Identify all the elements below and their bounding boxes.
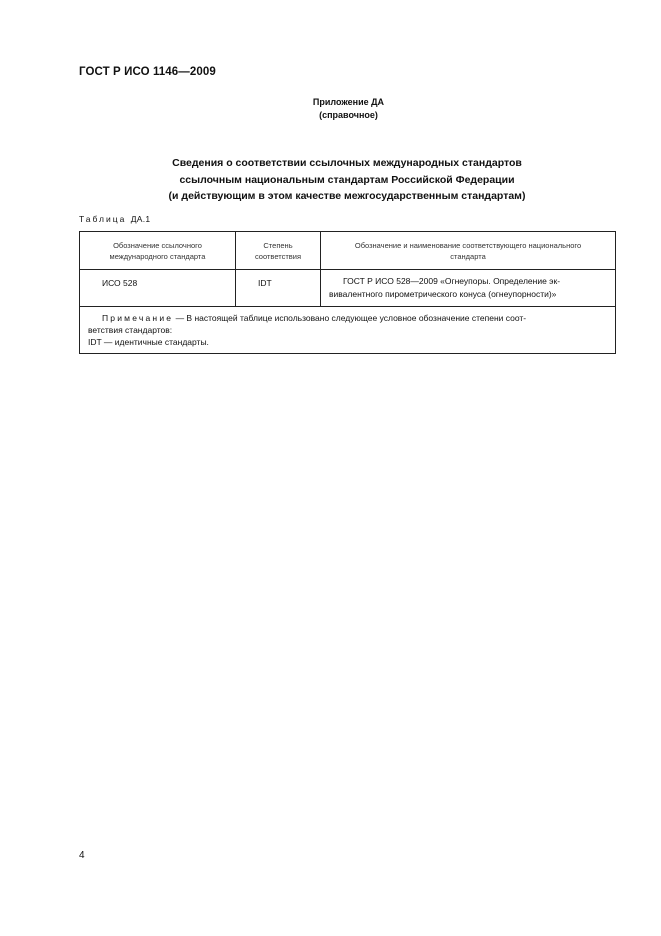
page-number: 4 <box>79 850 85 861</box>
note-label: Примечание <box>102 313 174 323</box>
table-note <box>80 307 616 354</box>
heading-line: (и действующим в этом качестве межгосударственным стандартам) <box>168 190 526 202</box>
document-code: ГОСТ Р ИСО 1146—2009 <box>79 66 216 78</box>
table-caption-word: Таблица <box>79 214 127 224</box>
heading-line: Сведения о соответствии ссылочных международных стандартов <box>172 157 522 169</box>
column-header-intl-standard: Обозначение ссылочного международного стандарта <box>80 232 236 270</box>
table-note-row <box>80 307 616 354</box>
column-header-national-standard: Обозначение и наименование соответствующего национального стандарта <box>321 232 616 270</box>
cell-national-standard: ГОСТ Р ИСО 528—2009 «Огнеупоры. Определение эк- вивалентного пирометрического конуса (огнеупорности)» <box>321 270 616 307</box>
note-text-continued: ветствия стандартов: <box>88 325 173 335</box>
table-caption <box>79 214 150 224</box>
heading-line: ссылочным национальным стандартам Российской Федерации <box>179 173 515 186</box>
table-header-row <box>80 232 616 270</box>
appendix-title: Приложение ДА <box>312 97 385 107</box>
note-definition: IDT — идентичные стандарты. <box>88 337 209 347</box>
table-row <box>80 270 616 307</box>
table-caption-number: ДА.1 <box>130 214 151 224</box>
cell-degree: IDT <box>236 270 321 307</box>
note-text: — В настоящей таблице использовано следующее условное обозначение степени соот- <box>173 313 527 323</box>
column-header-degree: Степень соответствия <box>236 232 321 270</box>
appendix-subtitle: (справочное) <box>319 110 378 120</box>
standards-table <box>79 231 616 354</box>
section-heading <box>79 155 615 205</box>
cell-intl-standard: ИСО 528 <box>80 270 236 307</box>
